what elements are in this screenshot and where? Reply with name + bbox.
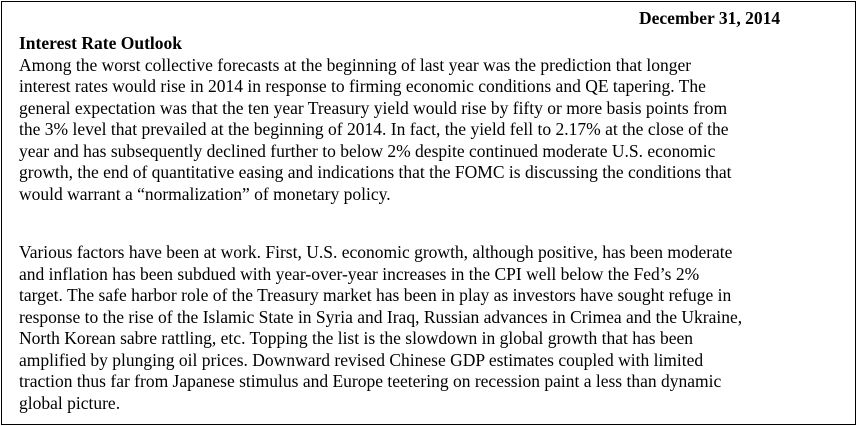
paragraph-line: North Korean sabre rattling, etc. Topping the list is the slowdown in global growth that has been [19, 328, 694, 348]
document-frame [1, 1, 856, 425]
paragraph-line: growth, the end of quantitative easing and indications that the FOMC is discussing the conditions that [19, 162, 732, 182]
paragraph-line: year and has subsequently declined further to below 2% despite continued moderate U.S. economic [19, 140, 716, 161]
paragraph-line: general expectation was that the ten year Treasury yield would rise by fifty or more basis points from [19, 97, 728, 118]
paragraph-2 [19, 242, 742, 414]
paragraph-line: and inflation has been subdued with year-over-year increases in the CPI well below the Fed’s 2% [19, 263, 700, 284]
paragraph-line: Various factors have been at work. First, U.S. economic growth, although positive, has been moderate [19, 242, 733, 262]
paragraph-line: would warrant a “normalization” of monetary policy. [19, 183, 391, 204]
paragraph-line: Among the worst collective forecasts at the beginning of last year was the prediction that longer [19, 54, 692, 75]
paragraph-line: interest rates would rise in 2014 in response to firming economic conditions and QE tapering. The [19, 76, 706, 96]
section-title: Interest Rate Outlook [19, 33, 182, 53]
paragraph-line: response to the rise of the Islamic State in Syria and Iraq, Russian advances in Crimea and the Ukraine, [19, 306, 743, 327]
paragraph-line: target. The safe harbor role of the Treasury market has been in play as investors have sought refuge in [19, 285, 732, 305]
paragraph-line: the 3% level that prevailed at the beginning of 2014. In fact, the yield fell to 2.17% at the close of the [19, 119, 729, 139]
paragraph-1 [19, 55, 732, 206]
paragraph-line: traction thus far from Japanese stimulus and Europe teetering on recession paint a less than dynamic [19, 371, 722, 391]
paragraph-line: global picture. [19, 392, 121, 413]
paragraph-line: amplified by plunging oil prices. Downward revised Chinese GDP estimates coupled with limited [19, 349, 704, 370]
document-date: December 31, 2014 [639, 8, 781, 28]
